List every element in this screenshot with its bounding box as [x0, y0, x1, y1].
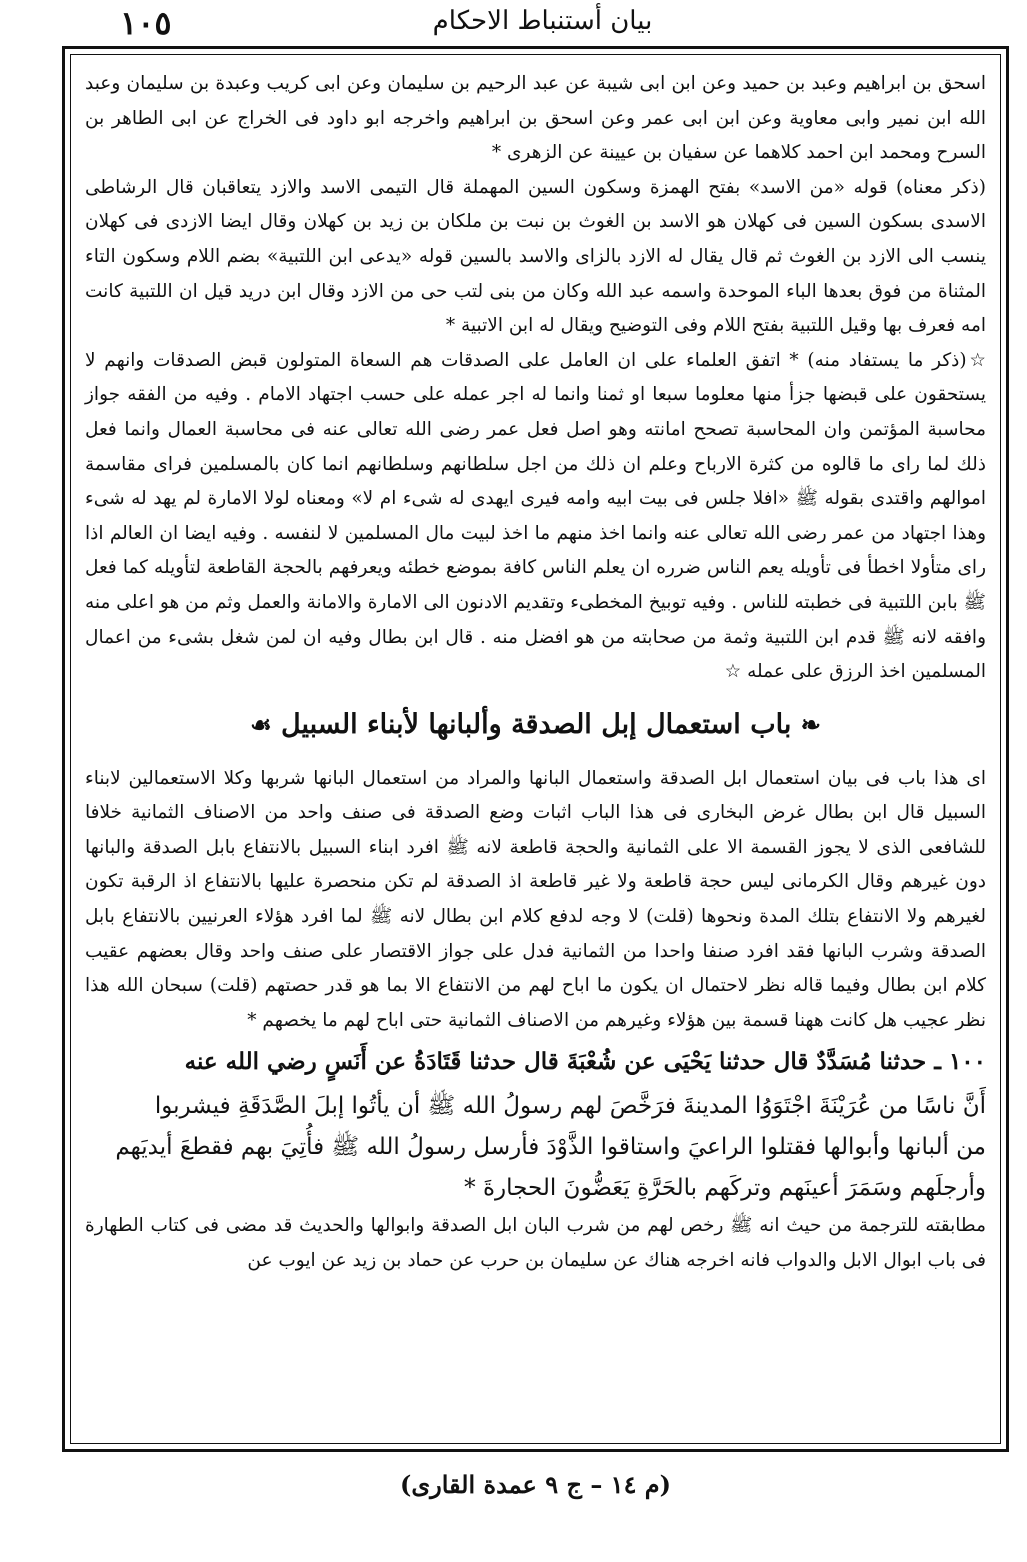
page-footer-signature: (م ١٤ – ج ٩ عمدة القارى) [399, 1470, 672, 1499]
hadith-line-3: وأرجلَهم وسَمَرَ أعينَهم وتركَهم بالحَرَّةِ يَعَضُّونَ الحجارةَ * [464, 1175, 986, 1202]
page-header [80, 4, 1005, 44]
text-body [85, 67, 986, 1279]
page-frame [70, 54, 1001, 1444]
paragraph-2: (ذكر معناه) قوله «من الاسد» بفتح الهمزة وسكون السين المهملة قال التيمى الاسد والازد يتعاقبان قال الرشاطى الاسدى بسكون السين فى كهلان هو الاسد بن الغوث بن نبت بن ملكان بن زيد بن كهلان وقال ايضا الازدى فى كهلان ينسب الى الازد بن الغوث ثم قال يقال له الازد بالزاى والاسد بالسين قوله «يدعى ابن اللتبية» بضم اللام وسكون التاء المثناة من فوق بعدها الباء الموحدة واسمه عبد الله وكان من بنى لتب حى من الازد وقال ابن دريد قيل ان اللتبية كانت امه فعرف بها وقيل اللتبية بفتح اللام وفى التوضيح ويقال له ابن الاتبية * [85, 176, 986, 337]
hadith-line-2: من ألبانها وأبوالها فقتلوا الراعيَ واستاقوا الذَّوْدَ فأرسل رسولُ الله ﷺ فأُتِيَ بهم فقطعَ أيديَهم [115, 1134, 986, 1161]
paragraph-3: ☆(ذكر ما يستفاد منه) * اتفق العلماء على ان العامل على الصدقات هم السعاة المتولون قبض الصدقات وانهم لا يستحقون على قبضها جزأ منها معلوما سبعا او ثمنا وانما له اجر عمله على حسب اجتهاد الامام . وفيه من الفقه جواز محاسبة المؤتمن وان المحاسبة تصحح امانته وهو اصل فعل عمر رضى الله تعالى عنه فى محاسبة العمال وانما فعل ذلك لما راى ما قالوه من كثرة الارباح وعلم ان ذلك من اجل سلطانهم وسلطانهم انما كان بالمسلمين فراى مقاسمة اموالهم واقتدى بقوله ﷺ «افلا جلس فى بيت ابيه وامه فيرى ايهدى له شىء ام لا» ومعناه لولا الامارة لم يهد له شىء وهذا اجتهاد من عمر رضى الله تعالى عنه وانما اخذ منهم ما اخذ لبيت مال المسلمين لا لنفسه . وفيه ايضا ان العالم اذا راى متأولا اخطأ فى تأويله يعم الناس ضرره ان يعلم الناس كافة بموضع خطئه ويعرفهم بالحجة القاطعة لتأويله كما فعل ﷺ بابن اللتبية فى خطبته للناس . وفيه توبيخ المخطىء وتقديم الادنون الى الامارة والامانة والعمل وثم من هو اعلى منه وافقه لانه ﷺ قدم ابن اللتبية وثمة من صحابته من هو افضل منه . قال ابن بطال وفيه ان لمن شغل بشىء من اعمال المسلمين اخذ الرزق على عمله ☆ [85, 349, 986, 683]
paragraph-4: اى هذا باب فى بيان استعمال ابل الصدقة واستعمال البانها والمراد من استعمال البانها شربها وكلا الاستعمالين لابناء السبيل قال ابن بطال غرض البخارى فى هذا الباب اثبات وضع الصدقة فى صنف واحد من الاصناف الثمانية خلافا للشافعى الذى لا يجوز القسمة الا على الثمانية والحجة قاطعة لانه ﷺ افرد ابناء السبيل بالانتفاع بابل الصدقة والبانها دون غيرهم وقال الكرمانى ليس حجة قاطعة ولا غير قاطعة اذ الصدقة لم تكن منحصرة عليها بالانتفاع اذ الرقبة تكون لغيرهم ولا الانتفاع بتلك المدة ونحوها (قلت) لا وجه لدفع كلام ابن بطال لانه ﷺ لما افرد هؤلاء العرنيين بالانتفاع بابل الصدقة وشرب البانها فقد افرد صنفا واحدا من الثمانية فدل على جواز الاقتصار على صنف واحد وقال بعضهم عقيب كلام ابن بطال وفيما قاله نظر لاحتمال ان يكون ما اباح لهم من الانتفاع الا بما هو قدر حصتهم (قلت) سبحان الله هذا نظر عجيب هل كانت ههنا قسمة بين هؤلاء وغيرهم من الاصناف الثمانية حتى اباح لهم ما يخصهم * [85, 767, 986, 1031]
chapter-title: باب استعمال إبل الصدقة وألبانها لأبناء السبيل [281, 708, 792, 740]
paragraph-5: مطابقته للترجمة من حيث انه ﷺ رخص لهم من شرب البان ابل الصدقة وابوالها والحديث قد مضى فى كتاب الطهارة فى باب ابوال الابل والدواب فانه اخرجه هناك عن سليمان بن حرب عن حماد بن زيد عن ايوب عن [85, 1215, 986, 1272]
hadith-isnad: ١٠٠ ـ حدثنا مُسَدَّدٌ قال حدثنا يَحْيَى عن شُعْبَةَ قال حدثنا قَتَادَةُ عن أَنَسٍ رضي الله عنه [184, 1048, 986, 1076]
ornament-right-icon: ❧ [800, 709, 821, 739]
ornament-left-icon: ☙ [250, 709, 272, 739]
hadith-line-1: أَنَّ ناسًا من عُرَيْنَةَ اجْتَوَوُا المدينةَ فرَخَّصَ لهم رسولُ الله ﷺ أن يأتُوا إبلَ الصَّدَقَةِ فيشربوا [154, 1093, 986, 1120]
page-number: ١٠٥ [120, 4, 172, 42]
paragraph-1: اسحق بن ابراهيم وعبد بن حميد وعن ابن ابى شيبة عن عبد الرحيم بن سليمان وعن ابى كريب وعبدة بن سليمان وعبد الله ابن نمير وابى معاوية وعن ابن ابى عمر وعن اسحق بن ابراهيم واخرجه ابو داود فى الخراج عن ابى الطاهر بن السرح ومحمد ابن احمد كلاهما عن سفيان بن عيينة عن الزهرى * [85, 73, 986, 164]
running-title: بيان أستنباط الاحكام [432, 6, 653, 36]
chapter-heading [85, 698, 986, 752]
